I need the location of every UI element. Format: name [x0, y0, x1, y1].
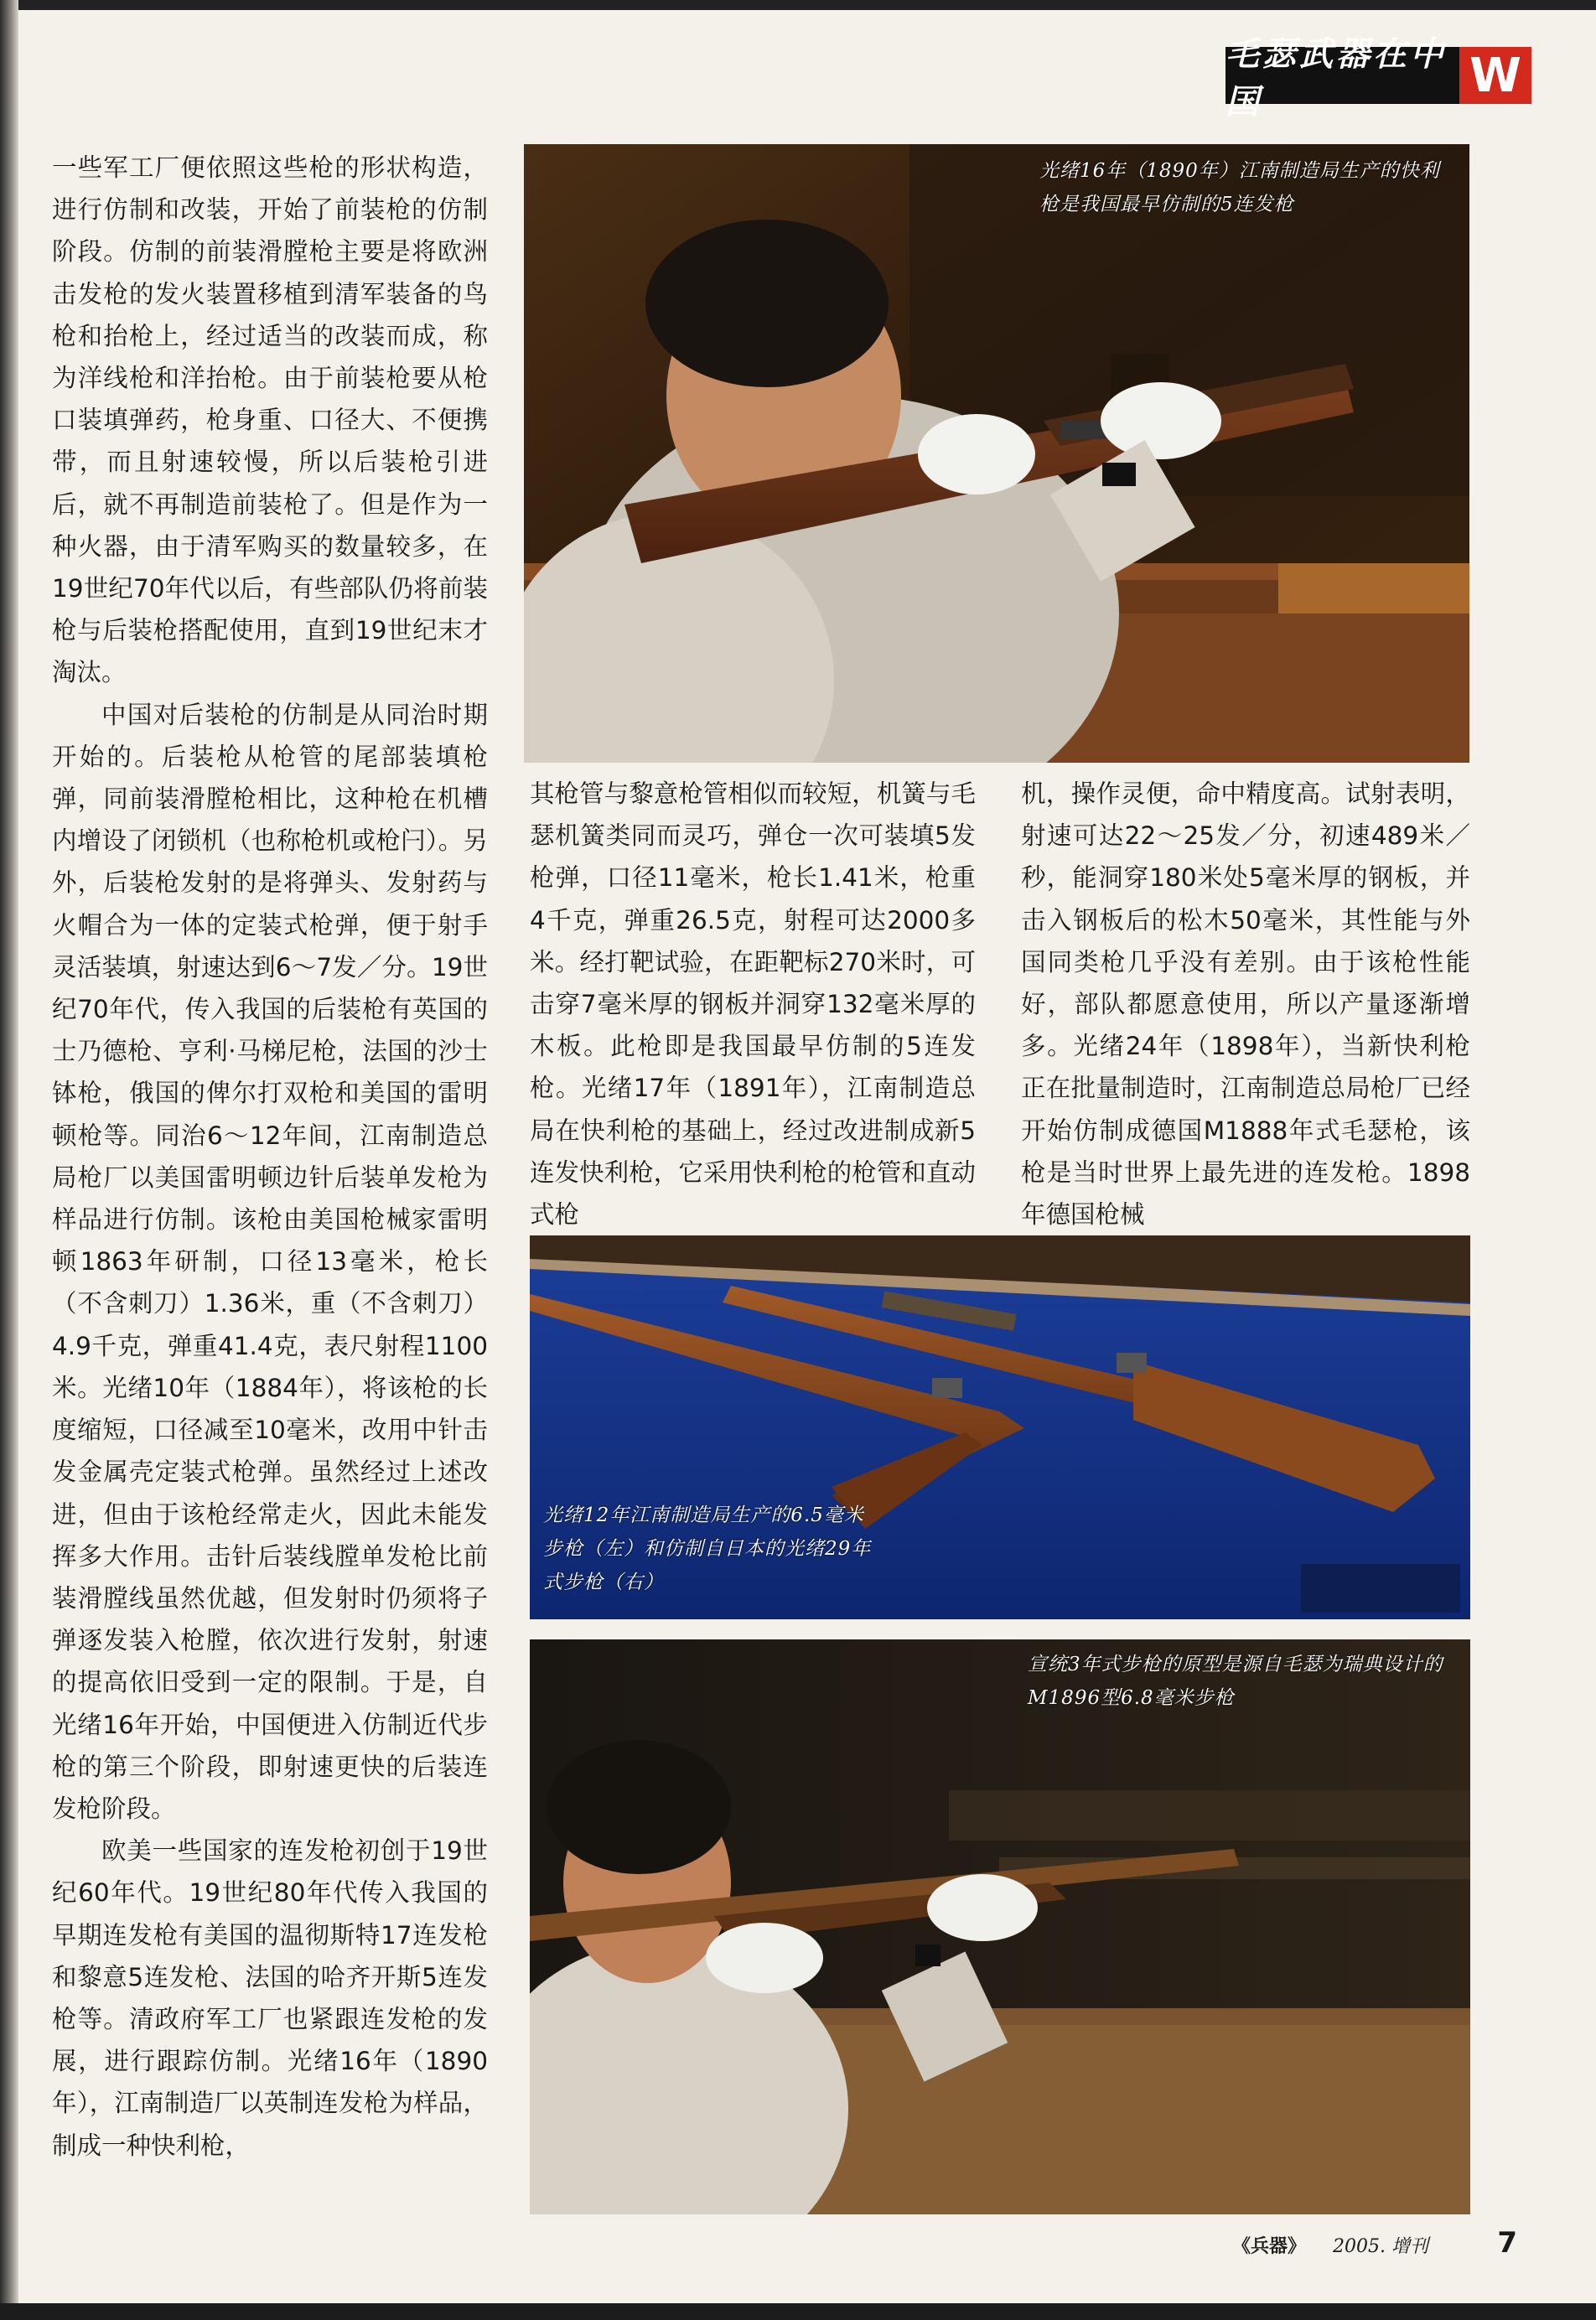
issue-label: 2005. 增刊 [1333, 2236, 1428, 2257]
text-column-right [1021, 773, 1470, 1235]
photo-kuaili-rifle [524, 144, 1469, 763]
photo-caption: 光绪12年江南制造局生产的6.5毫米步枪（左）和仿制自日本的光绪29年式步枪（右） [543, 1504, 872, 1593]
paragraph: 欧美一些国家的连发枪初创于19世纪60年代。19世纪80年代传入我国的早期连发枪有美国的温彻斯特17连发枪和黎意5连发枪、法国的哈齐开斯5连发枪等。清政府军工厂也紧跟连发枪的发展，进行跟踪仿制。光绪16年（1890年），江南制造厂以英制连发枪为样品，制成一种快利枪， [52, 1836, 488, 2160]
binding-gutter [0, 0, 18, 2320]
paragraph: 其枪管与黎意枪管相似而较短，机簧与毛瑟机簧类同而灵巧，弹仓一次可装填5发枪弹，口径11毫米，枪长1.41米，枪重4千克，弹重26.5克，射程可达2000多米。经打靶试验，在距靶标270米时，可击穿7毫米厚的钢板并洞穿132毫米厚的木板。此枪即是我国最早仿制的5连发枪。光绪17年（1891年），江南制造总局在快利枪的基础上，经过改进制成新5连发快利枪，它采用快利枪的枪管和直动式枪 [530, 779, 976, 1230]
photo-xuantong-rifle [530, 1639, 1470, 2214]
section-title: 毛瑟武器在中国 [1226, 47, 1459, 104]
paragraph: 中国对后装枪的仿制是从同治时期开始的。后装枪从枪管的尾部装填枪弹，同前装滑膛枪相比，这种枪在机槽内增设了闭锁机（也称枪机或枪闩）。另外，后装枪发射的是将弹头、发射药与火帽合为一体的定装式枪弹，便于射手灵活装填，射速达到6～7发／分。19世纪70年代，传入我国的后装枪有英国的士乃德枪、亨利·马梯尼枪，法国的沙士钵枪，俄国的俾尔打双枪和美国的雷明顿枪等。同治6～12年间，江南制造总局枪厂以美国雷明顿边针后装单发枪为样品进行仿制。该枪由美国枪械家雷明顿1863年研制，口径13毫米，枪长（不含刺刀）1.36米，重（不含刺刀）4.9千克，弹重41.4克，表尺射程1100米。光绪10年（1884年），将该枪的长度缩短，口径减至10毫米，改用中针击发金属壳定装式枪弹。虽然经过上述改进，但由于该枪经常走火，因此未能发挥多大作用。击针后装线膛单发枪比前装滑膛线虽然优越，但发射时仍须将子弹逐发装入枪膛，依次进行发射，射速的提高依旧受到一定的限制。于是，自光绪16年开始，中国便进入仿制近代步枪的第三个阶段，即射速更快的后装连发枪阶段。 [52, 700, 488, 1823]
text-column-left [52, 147, 488, 2167]
publication-name: 《兵器》 [1232, 2235, 1307, 2257]
paragraph: 机，操作灵便，命中精度高。试射表明，射速可达22～25发／分，初速489米／秒，能洞穿180米处5毫米厚的钢板，并击入钢板后的松木50毫米，其性能与外国同类枪几乎没有差别。由于该枪性能好，部队都愿意使用，所以产量逐渐增多。光绪24年（1898年），当新快利枪正在批量制造时，江南制造总局枪厂已经开始仿制成德国M1888年式毛瑟枪，该枪是当时世界上最先进的连发枪。1898年德国枪械 [1021, 779, 1470, 1230]
photo-caption: 光绪16年（1890年）江南制造局生产的快利枪是我国最早仿制的5连发枪 [1039, 160, 1440, 215]
page-footer [1232, 2226, 1517, 2263]
text-column-middle [530, 773, 976, 1235]
scan-top-edge [0, 0, 1596, 10]
scan-bottom-edge [0, 2303, 1596, 2320]
page-number: 7 [1497, 2226, 1517, 2260]
photo-caption: 宣统3年式步枪的原型是源自毛瑟为瑞典设计的M1896型6.8毫米步枪 [1028, 1654, 1443, 1709]
section-badge: W [1459, 47, 1531, 104]
section-header [1226, 34, 1531, 122]
paragraph: 一些军工厂便依照这些枪的形状构造，进行仿制和改装，开始了前装枪的仿制阶段。仿制的前装滑膛枪主要是将欧洲击发枪的发火装置移植到清军装备的鸟枪和抬枪上，经过适当的改装而成，称为洋线枪和洋抬枪。由于前装枪要从枪口装填弹药，枪身重、口径大、不便携带，而且射速较慢，所以后装枪引进后，就不再制造前装枪了。但是作为一种火器，由于清军购买的数量较多，在19世纪70年代以后，有些部队仍将前装枪与后装枪搭配使用，直到19世纪末才淘汰。 [52, 153, 488, 687]
